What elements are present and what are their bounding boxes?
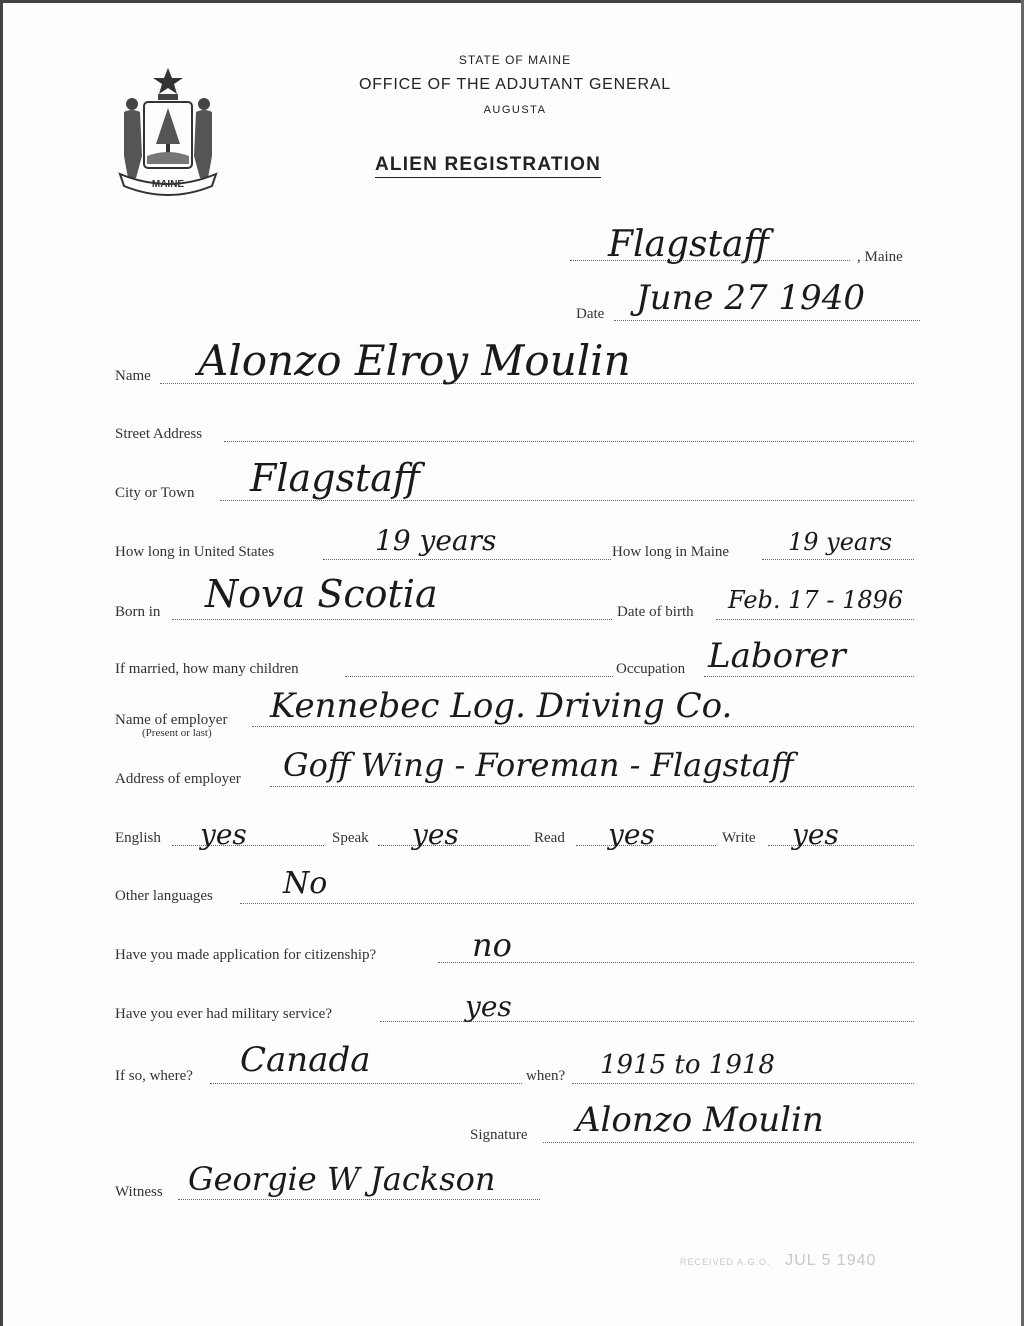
write-value: yes xyxy=(792,818,839,851)
military-value: yes xyxy=(465,990,512,1023)
seal-banner-text: MAINE xyxy=(151,179,185,190)
signature-label: Signature xyxy=(470,1127,528,1143)
dob-value: Feb. 17 - 1896 xyxy=(728,586,904,614)
us-years-value: 19 years xyxy=(375,524,497,557)
occupation-value: Laborer xyxy=(708,636,846,676)
military-line xyxy=(380,1021,914,1022)
scan-border-left xyxy=(0,0,3,1326)
dob-label: Date of birth xyxy=(617,604,694,620)
employer-line xyxy=(252,726,914,727)
when-label: when? xyxy=(526,1068,566,1084)
read-label: Read xyxy=(534,830,565,846)
maine-state-seal-icon xyxy=(114,66,222,196)
city-value: Flagstaff xyxy=(250,456,420,500)
write-label: Write xyxy=(722,830,756,846)
received-stamp xyxy=(680,1252,876,1270)
date-label: Date xyxy=(576,306,605,322)
date-line xyxy=(614,320,920,321)
street-line xyxy=(224,441,914,442)
english-line xyxy=(172,845,324,846)
scan-border-top xyxy=(0,0,1024,3)
write-line xyxy=(768,845,914,846)
dob-line xyxy=(716,619,914,620)
employer-address-label: Address of employer xyxy=(115,771,241,787)
witness-label: Witness xyxy=(115,1184,163,1200)
employer-sub-label: (Present or last) xyxy=(142,727,212,739)
form-title: ALIEN REGISTRATION xyxy=(375,154,601,178)
place-suffix-label: , Maine xyxy=(857,249,903,265)
children-line xyxy=(345,676,613,677)
city-label: City or Town xyxy=(115,485,195,501)
stamp-received-text: RECEIVED A.G.O. xyxy=(680,1257,771,1267)
other-languages-value: No xyxy=(283,866,328,901)
employer-value: Kennebec Log. Driving Co. xyxy=(270,686,733,726)
children-label: If married, how many children xyxy=(115,661,299,677)
employer-address-value: Goff Wing - Foreman - Flagstaff xyxy=(283,746,794,784)
born-line xyxy=(172,619,612,620)
citizenship-label: Have you made application for citizenship? xyxy=(115,947,377,963)
witness-line xyxy=(178,1199,540,1200)
speak-value: yes xyxy=(412,818,459,851)
other-languages-label: Other languages xyxy=(115,888,213,904)
english-label: English xyxy=(115,830,161,846)
employer-address-line xyxy=(270,786,914,787)
where-line xyxy=(210,1083,522,1084)
date-value: June 27 1940 xyxy=(636,278,865,318)
place-value: Flagstaff xyxy=(608,224,769,265)
witness-value: Georgie W Jackson xyxy=(188,1160,496,1198)
city-heading: AUGUSTA xyxy=(483,104,547,116)
stamp-date-text: JUL 5 1940 xyxy=(785,1252,877,1269)
state-heading: STATE OF MAINE xyxy=(458,53,572,67)
signature-value: Alonzo Moulin xyxy=(576,1100,824,1140)
where-label: If so, where? xyxy=(115,1068,193,1084)
born-value: Nova Scotia xyxy=(205,572,438,616)
us-years-line xyxy=(323,559,611,560)
military-label: Have you ever had military service? xyxy=(115,1006,332,1022)
other-languages-line xyxy=(240,903,914,904)
occupation-label: Occupation xyxy=(616,661,686,677)
us-years-label: How long in United States xyxy=(115,544,275,560)
english-value: yes xyxy=(200,818,247,851)
where-value: Canada xyxy=(240,1040,371,1080)
name-value: Alonzo Elroy Moulin xyxy=(198,336,631,385)
born-label: Born in xyxy=(115,604,161,620)
maine-years-value: 19 years xyxy=(788,528,893,556)
occupation-line xyxy=(704,676,914,677)
read-value: yes xyxy=(608,818,655,851)
office-heading: OFFICE OF THE ADJUTANT GENERAL xyxy=(358,76,672,93)
when-line xyxy=(572,1083,914,1084)
city-line xyxy=(220,500,914,501)
maine-years-line xyxy=(762,559,914,560)
street-label: Street Address xyxy=(115,426,203,442)
citizenship-value: no xyxy=(472,926,512,964)
speak-label: Speak xyxy=(332,830,369,846)
name-label: Name xyxy=(115,368,151,384)
when-value: 1915 to 1918 xyxy=(600,1050,775,1080)
signature-line xyxy=(543,1142,914,1143)
maine-years-label: How long in Maine xyxy=(612,544,730,560)
employer-label: Name of employer xyxy=(115,712,228,728)
